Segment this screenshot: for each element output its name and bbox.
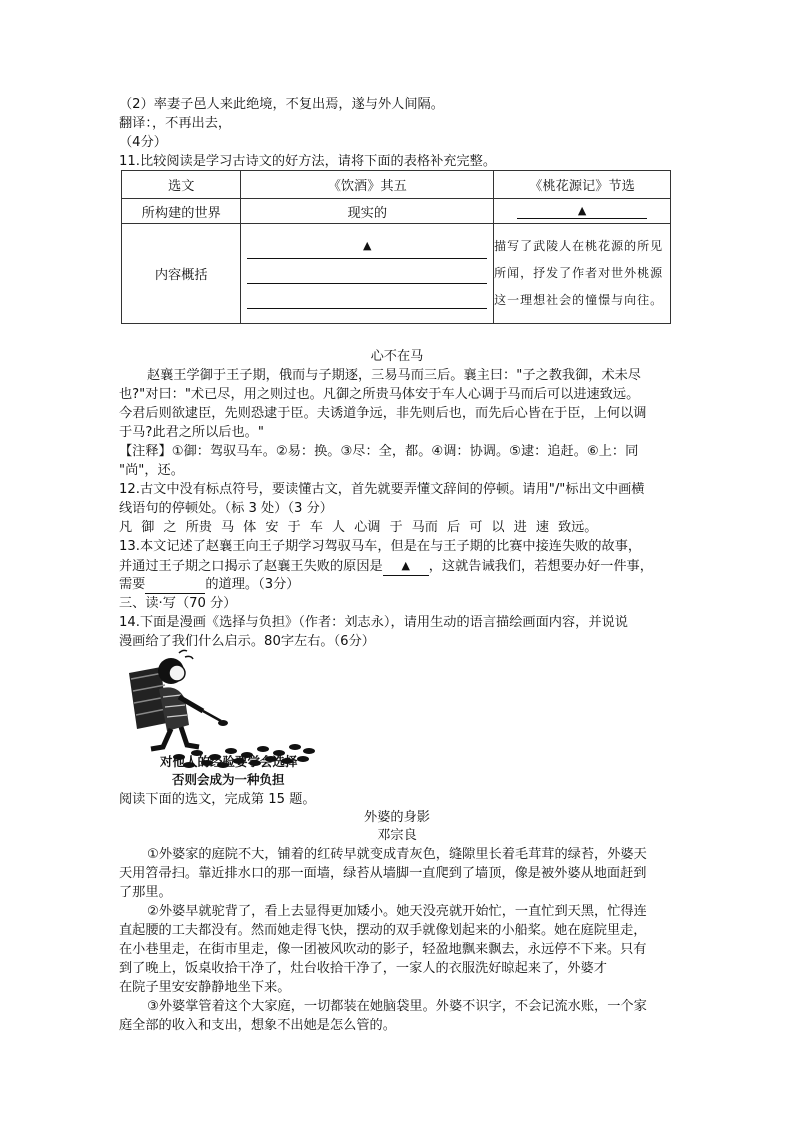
passage2-author: 邓宗良 <box>377 828 417 843</box>
phrase-segment[interactable]: 车 <box>309 520 323 535</box>
passage2-line: ①外婆家的庭院不大，铺着的红砖早就变成青灰色，缝隙里长着毛茸茸的绿苔，外婆天 <box>147 847 647 862</box>
question-12-stem: 线语句的停顿处。（标 3 处）（3 分） <box>119 501 333 516</box>
question-10-2: （2）率妻子邑人来此绝境，不复出焉，遂与外人间隔。 <box>119 97 444 112</box>
passage-line: 今君后则欲逮臣，先则恐逮于臣。夫诱道争远，非先则后也，而先后心皆在于臣，上何以调 <box>119 406 647 421</box>
question-14-line: 漫画给了我们什么启示。80字左右。（6分） <box>119 634 375 649</box>
question-13-line <box>119 575 299 594</box>
q13-text: 的道理。（3分） <box>205 577 300 592</box>
answer-blank[interactable] <box>494 199 671 224</box>
phrase-segment[interactable]: 后 <box>447 520 461 535</box>
passage2-line: 天用笤帚扫。靠近排水口的那一面墙，绿苔从墙脚一直爬到了墙顶，像是被外婆从地面赶到 <box>119 866 647 881</box>
phrase-segment[interactable]: 体 <box>243 520 257 535</box>
passage2-line: 到了晚上，饭桌收拾干净了，灶台收拾干净了，一家人的衣服洗好晾起来了，外婆才 <box>119 961 607 976</box>
translate-prompt: 翻译：，不再出去， <box>119 116 232 131</box>
question-15-intro: 阅读下面的选文，完成第 15 题。 <box>119 792 316 807</box>
section-heading: 三、读·写（70 分） <box>119 596 237 611</box>
phrase-segment[interactable]: 以 <box>491 520 505 535</box>
comic-caption: 对他人的经验要学会选择 <box>160 754 298 769</box>
phrase-segment[interactable]: 速 <box>535 520 549 535</box>
question-13-line <box>119 556 653 576</box>
table-row-label: 内容概括 <box>122 224 241 324</box>
phrase-segment[interactable]: 御 <box>141 520 155 535</box>
question-11-stem: 11.比较阅读是学习古诗文的好方法，请将下面的表格补充完整。 <box>119 154 497 169</box>
phrase-segment[interactable]: 安 <box>265 520 279 535</box>
passage2-line: 直起腰的工夫都没有。然而她走得飞快，摆动的双手就像划起来的小船桨。她在庭院里走， <box>119 923 647 938</box>
passage2-line: 在小巷里走，在街市里走，像一团被风吹动的影子，轻盈地飘来飘去，永远停不下来。只有 <box>119 942 647 957</box>
phrase-segment[interactable]: 凡 <box>119 520 133 535</box>
table-cell: 现实的 <box>241 199 494 224</box>
table-header-cell: 选文 <box>122 171 241 199</box>
question-14-line: 14.下面是漫画《选择与负担》（作者：刘志永），请用生动的语言描绘画面内容，并说说 <box>119 615 628 630</box>
punctuation-exercise[interactable] <box>119 518 607 537</box>
triangle-marker: ▲ <box>401 559 410 572</box>
phrase-segment[interactable]: 之 <box>163 520 177 535</box>
passage2-line: 庭全部的收入和支出，想象不出她是怎么管的。 <box>119 1018 396 1033</box>
passage-title: 心不在马 <box>370 349 424 364</box>
passage-line: 于马?此君之所以后也。" <box>119 425 264 440</box>
phrase-segment[interactable]: 人 <box>331 520 346 535</box>
phrase-segment[interactable]: 马 <box>220 520 235 535</box>
notes-line: "尚"，还。 <box>119 463 184 478</box>
phrase-segment[interactable]: 所贵 <box>185 520 212 535</box>
phrase-segment[interactable]: 心调 <box>354 520 381 535</box>
table-row-label: 所构建的世界 <box>122 199 241 224</box>
passage2-line: 在院子里安安静静地坐下来。 <box>119 980 291 995</box>
phrase-segment[interactable]: 可 <box>469 520 483 535</box>
phrase-segment[interactable]: 于 <box>287 520 301 535</box>
phrase-segment[interactable]: 进 <box>513 520 527 535</box>
notes-line: 【注释】①御：驾驭马车。②易：换。③尽：全，都。④调：协调。⑤逮：追赶。⑥上：同 <box>119 444 639 459</box>
q13-text: 并通过王子期之口揭示了赵襄王失败的原因是 <box>119 559 383 574</box>
phrase-segment[interactable]: 于 <box>389 520 403 535</box>
passage2-title: 外婆的身影 <box>364 810 430 825</box>
passage2-line: ③外婆掌管着这个大家庭，一切都装在她脑袋里。外婆不识字，不会记流水账，一个家 <box>147 999 647 1014</box>
answer-blank[interactable] <box>383 556 429 576</box>
q13-text: 需要 <box>119 577 146 592</box>
comparison-table <box>121 170 671 324</box>
passage-line: 赵襄王学御于王子期，俄而与子期逐，三易马而三后。襄主曰："子之教我御，术未尽 <box>147 368 641 383</box>
phrase-segment[interactable]: 马而 <box>411 520 438 535</box>
question-13-line: 13.本文记述了赵襄王向王子期学习驾驭马车，但是在与王子期的比赛中接连失败的故事， <box>119 539 642 554</box>
comic-caption: 否则会成为一种负担 <box>172 772 285 787</box>
question-12-stem: 12.古文中没有标点符号，要读懂古文，首先就要弄懂文辞间的停顿。请用"/"标出文中画横 <box>119 482 645 497</box>
triangle-marker: ▲ <box>363 239 372 252</box>
score-label: （4分） <box>119 135 167 150</box>
triangle-marker: ▲ <box>577 204 587 217</box>
phrase-segment[interactable]: 致远。 <box>557 520 598 535</box>
table-cell-summary: 描写了武陵人在桃花源的所见所闻，抒发了作者对世外桃源这一理想社会的憧憬与向往。 <box>494 224 671 324</box>
passage2-line: ②外婆早就驼背了，看上去显得更加矮小。她天没亮就开始忙，一直忙到天黑，忙得连 <box>147 904 647 919</box>
q13-text: ，这就告诫我们，若想要办好一件事， <box>428 559 653 574</box>
table-header-cell: 《桃花源记》节选 <box>494 171 671 199</box>
table-header-cell: 《饮酒》其五 <box>241 171 494 199</box>
answer-lines[interactable] <box>241 224 494 324</box>
passage2-line: 了那里。 <box>119 885 172 900</box>
passage-line: 也?"对曰："术已尽，用之则过也。凡御之所贵马体安于车人心调于马而后可以进速致远。 <box>119 387 640 402</box>
